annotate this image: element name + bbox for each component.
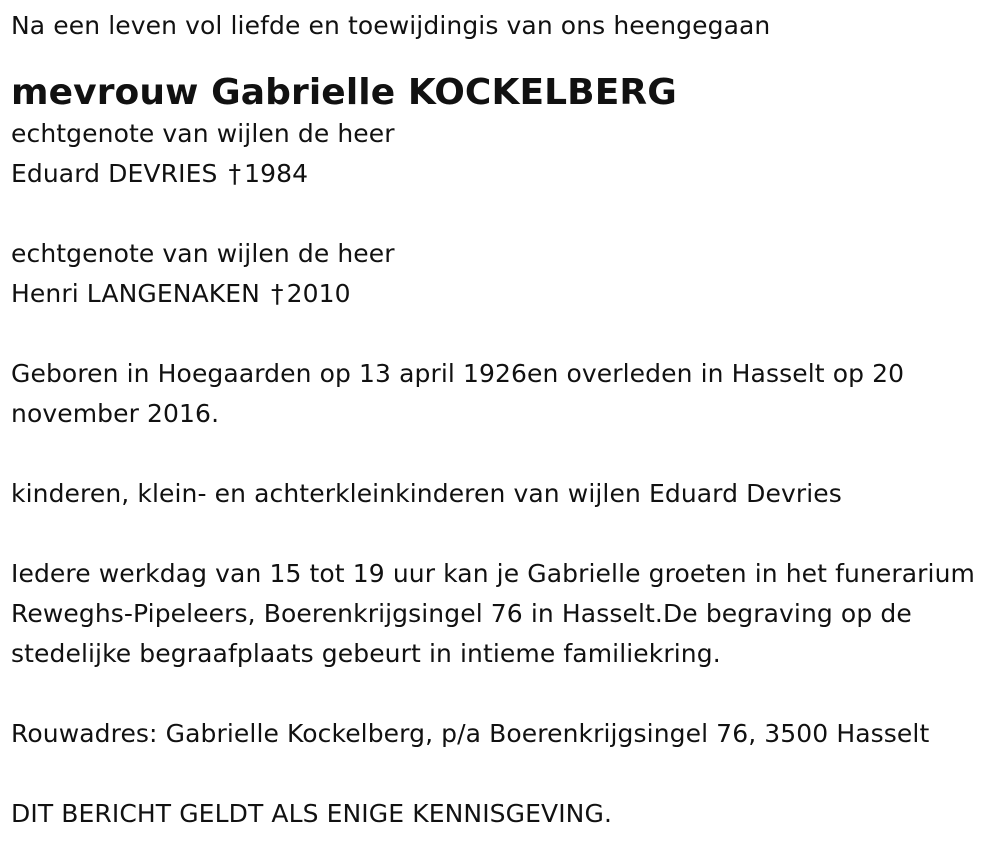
spacer: [11, 314, 996, 354]
closing-text: DIT BERICHT GELDT ALS ENIGE KENNISGEVING.: [11, 799, 612, 828]
spouse-2-name: Henri LANGENAKEN: [11, 279, 260, 308]
spacer: [11, 674, 996, 714]
family-text: kinderen, klein- en achterkleinkinderen van wijlen Eduard Devries: [11, 479, 842, 508]
spacer: [11, 194, 996, 234]
death-notice: [11, 6, 996, 834]
deceased-name: mevrouw Gabrielle KOCKELBERG: [11, 72, 677, 113]
spouse-1-relation: echtgenote van wijlen de heer: [11, 119, 395, 148]
spacer: [11, 754, 996, 794]
intro-text: Na een leven vol liefde en toewijdingis van ons heengegaan: [11, 11, 771, 40]
spouse-1-name: Eduard DEVRIES: [11, 159, 218, 188]
mourning-address: Rouwadres: Gabrielle Kockelberg, p/a Boerenkrijgsingel 76, 3500 Hasselt: [11, 719, 930, 748]
spouse-2-line: [11, 274, 996, 314]
visitation-text: Iedere werkdag van 15 tot 19 uur kan je Gabrielle groeten in het funerarium Reweghs-Pipeleers, Boerenkrijgsingel 76 in Hasselt.De begraving op de stedelijke begraafplaats gebeurt in intieme familiekring.: [11, 559, 975, 668]
spouse-2-year: 2010: [286, 279, 351, 308]
cross-icon: †: [228, 159, 242, 188]
cross-icon: †: [271, 279, 284, 308]
spacer: [11, 434, 996, 474]
spouse-1-line: [11, 154, 996, 194]
spouse-2-relation: echtgenote van wijlen de heer: [11, 239, 395, 268]
spacer: [11, 514, 996, 554]
birth-death-text: Geboren in Hoegaarden op 13 april 1926en overleden in Hasselt op 20 november 2016.: [11, 359, 905, 428]
spouse-1-year: 1984: [244, 159, 309, 188]
